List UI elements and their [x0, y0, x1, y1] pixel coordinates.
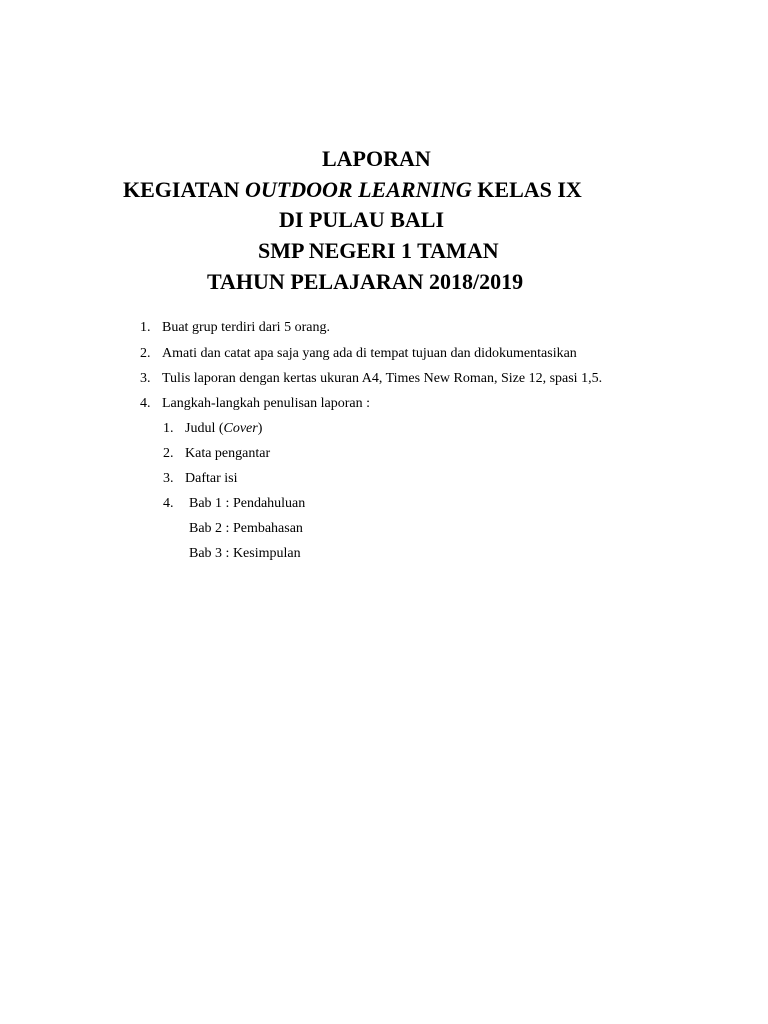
sublist-item-preface: Kata pengantar	[185, 446, 271, 461]
sublist-item-number: 3.	[163, 471, 174, 486]
activity-title-italic: OUTDOOR LEARNING	[245, 177, 472, 202]
report-title: LAPORAN	[322, 146, 431, 171]
sublist-item-number: 2.	[163, 446, 174, 461]
sublist-title-italic: Cover	[223, 421, 258, 436]
list-item-text: Buat grup terdiri dari 5 orang.	[162, 320, 330, 335]
sublist-chapter-1: Bab 1 : Pendahuluan	[189, 496, 306, 511]
sublist-chapter-3: Bab 3 : Kesimpulan	[189, 546, 301, 561]
list-item-text: Tulis laporan dengan kertas ukuran A4, Times New Roman, Size 12, spasi 1,5.	[162, 371, 603, 386]
list-item-number: 1.	[140, 320, 151, 335]
list-item-number: 4.	[140, 396, 151, 411]
activity-title	[123, 177, 582, 203]
list-item-number: 2.	[140, 346, 151, 361]
sublist-title-suffix: )	[257, 421, 263, 436]
school-title: SMP NEGERI 1 TAMAN	[258, 238, 499, 263]
list-item-text: Langkah-langkah penulisan laporan :	[162, 396, 370, 411]
sublist-chapter-2: Bab 2 : Pembahasan	[189, 521, 303, 536]
activity-title-suffix: KELAS IX	[471, 177, 582, 202]
list-item-number: 3.	[140, 371, 151, 386]
sublist-item-number: 4.	[163, 496, 174, 511]
sublist-item-number: 1.	[163, 421, 174, 436]
sublist-item-title	[185, 420, 262, 438]
sublist-title-prefix: Judul (	[185, 421, 224, 436]
location-title: DI PULAU BALI	[279, 207, 445, 232]
activity-title-prefix: KEGIATAN	[123, 177, 246, 202]
sublist-item-contents: Daftar isi	[185, 471, 238, 486]
list-item-text: Amati dan catat apa saja yang ada di tempat tujuan dan didokumentasikan	[162, 346, 577, 361]
academic-year-title: TAHUN PELAJARAN 2018/2019	[207, 269, 524, 294]
